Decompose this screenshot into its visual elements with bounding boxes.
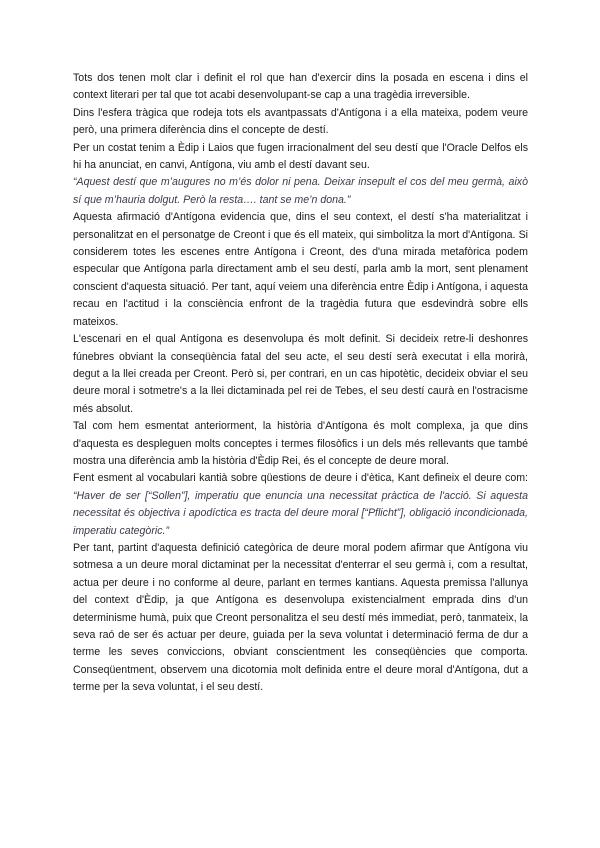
- paragraph-scenario: L'escenari en el qual Antígona es desenvolupa és molt definit. Si decideix retre-li deshonres fúnebres obviant la conseqüència fatal del seu acte, el seu destí serà executat i ella morirà, degut a la llei creada per Creont. Però si, per contrari, en un cas hipotètic, decideix obviar el seu deure moral i sotmetre's a la llei dictaminada pel rei de Tebes, el seu destí caurà en l'ostracisme més absolut.: [73, 333, 528, 415]
- paragraph-affirmation: Aquesta afirmació d'Antígona evidencia que, dins el seu context, el destí s'ha materialitzat i personalitzat en el personatge de Creont i que és ell mateix, qui simbolitza la mort d'Antígona. Si considerem totes les escenes entre Antígona i Creont, des d'una mirada metafòrica podem especular que Antígona parla directament amb el seu destí, parla amb la mort, sent plenament conscient d'aquesta situació. Per tant, aquí veiem una diferència entre Èdip i Antígona, i aquesta recau en l'actitud i la consciència enfront de la tragèdia futura que esdevindrà sobre ells mateixos.: [73, 211, 528, 328]
- kant-quote: “Haver de ser [“Sollen”], imperatiu que enuncia una necessitat pràctica de l'acció. Si aquesta necessitat és objectiva i apodíctica es tracta del deure moral [“Pflicht”], obligació incondicionada, imperatiu categòric.”: [73, 489, 528, 537]
- paragraph-conclusion: Per tant, partint d'aquesta definició categòrica de deure moral podem afirmar que Antígona viu sotmesa a un deure moral dictaminat per la necessitat d'enterrar el seu germà i, com a resultat, actua per deure i no conforme al deure, parlant en termes kantians. Aquesta premissa l'allunya del context d'Èdip, ja que Antígona es desenvolupa existencialment emprada dins d'un determinisme humà, puix que Creont personalitza el seu destí més immediat, però, tanmateix, la seva raó de ser és actuar per deure, guiada per la seva voluntat i determinació ferma de dur a terme les seves conviccions, obviant conscientment les conseqüències que comporta. Conseqüentment, observem una dicotomia molt definida entre el deure moral d'Antígona, dut a terme per la seva voluntat, i el seu destí.: [73, 541, 528, 694]
- kant-intro: Fent esment al vocabulari kantià sobre qüestions de deure i d'ètica, Kant defineix el deure com:: [73, 472, 528, 485]
- quote-antigona: “Aquest destí que m’augures no m’és dolor ni pena. Deixar insepult el cos del meu germà, això sí que m’hauria dolgut. Però la resta…. tant se me’n dona.”: [73, 176, 528, 206]
- paragraph-tragic-sphere: Dins l'esfera tràgica que rodeja tots els avantpassats d'Antígona i a ella mateixa, podem veure però, una primera diferència dins el concepte de destí.: [73, 106, 528, 137]
- paragraph-roles: Tots dos tenen molt clar i definit el rol que han d'exercir dins la posada en escena i dins el context literari per tal que tot acabi desenvolupant-se cap a una tragèdia irreversible.: [73, 72, 528, 102]
- document-page: [73, 70, 528, 697]
- paragraph-moral-duty: Tal com hem esmentat anteriorment, la història d'Antígona és molt complexa, ja que dins d'aquesta es despleguen molts conceptes i termes filosòfics i un dels més rellevants que també mostra una diferència amb la història d'Èdip Rei, és el concepte de deure moral.: [73, 420, 528, 467]
- paragraph-edip-laios: Per un costat tenim a Èdip i Laios que fugen irracionalment del seu destí que l'Oracle Delfos els hi ha anunciat, en canvi, Antígona, viu amb el destí davant seu.: [73, 141, 528, 172]
- paragraph-kant: [73, 470, 528, 540]
